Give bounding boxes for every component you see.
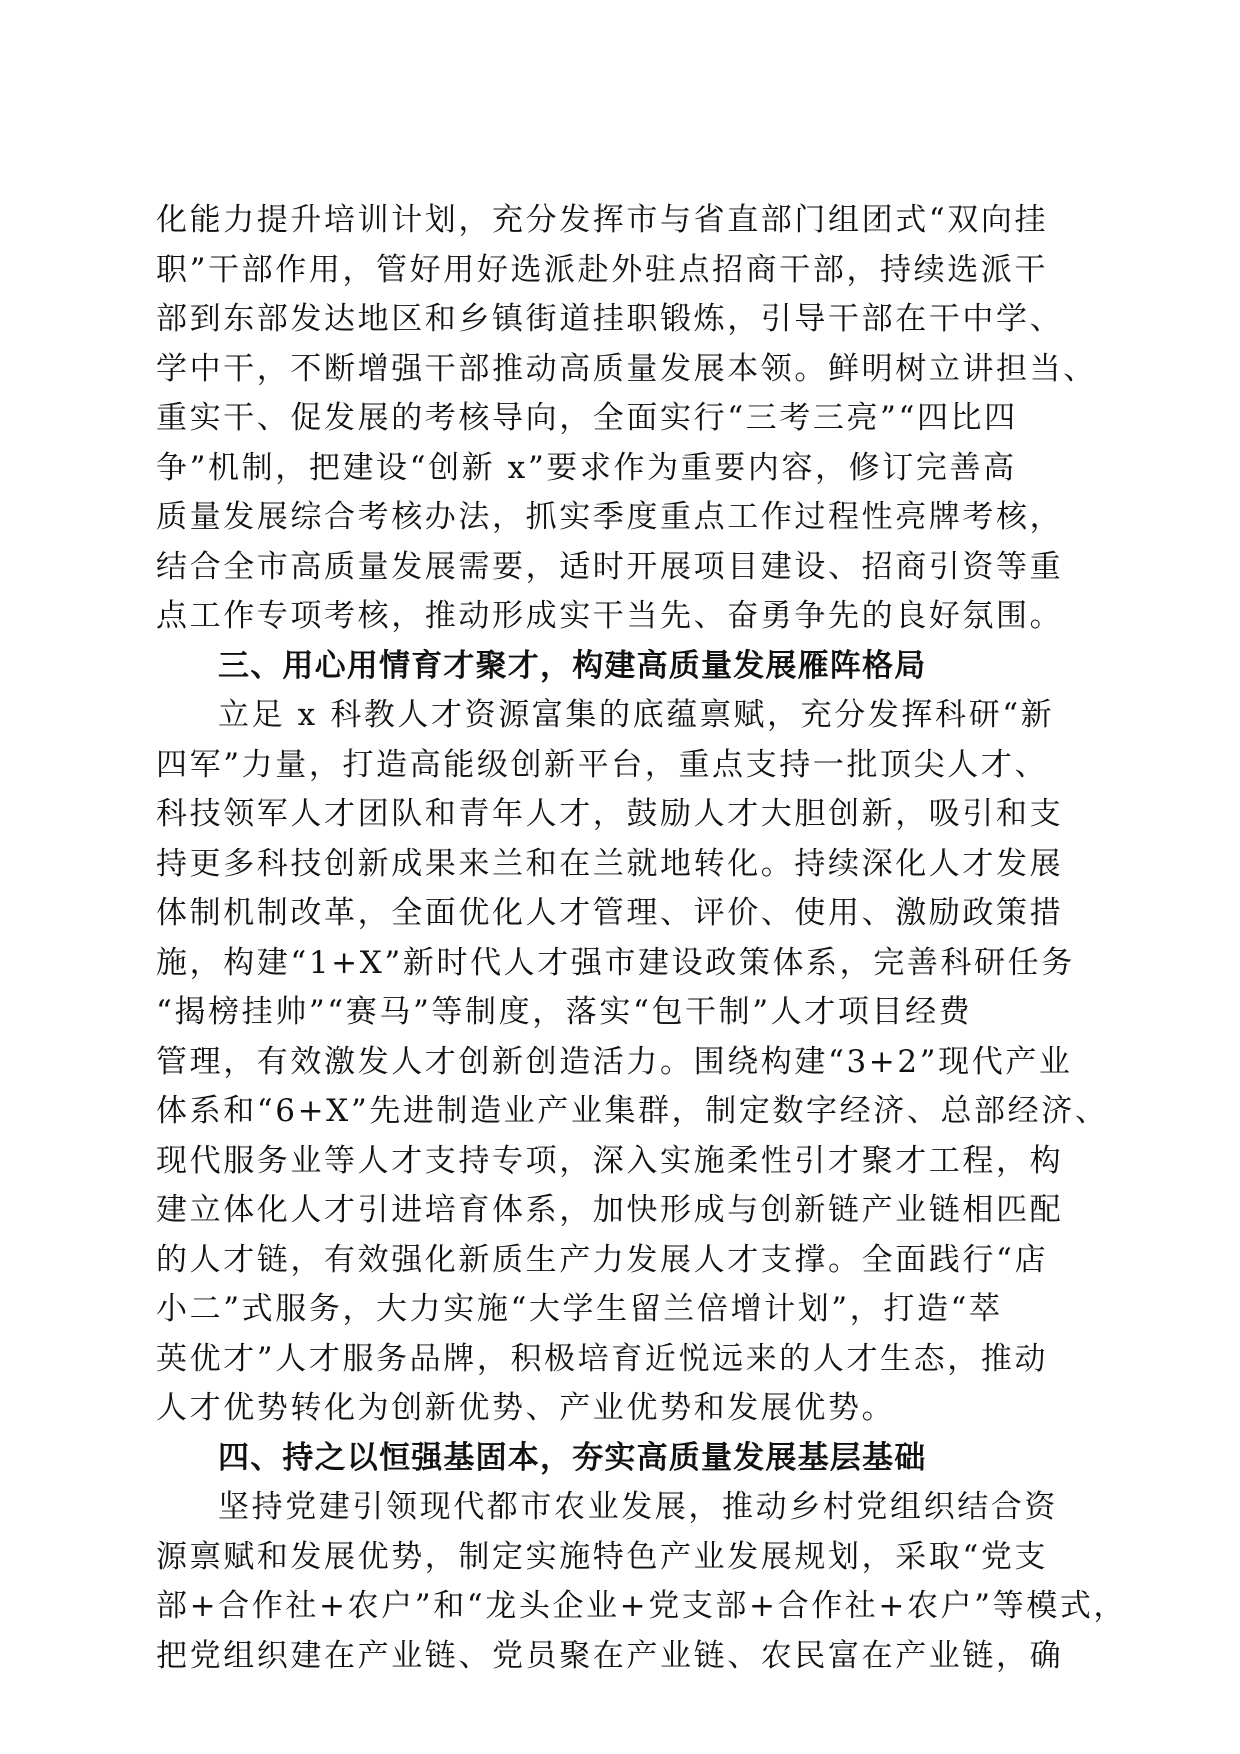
paragraph-line: 质量发展综合考核办法，抓实季度重点工作过程性亮牌考核， — [156, 499, 1064, 535]
paragraph-line: 部+合作社+农户”和“龙头企业+党支部+合作社+农户”等模式， — [156, 1588, 1128, 1624]
paragraph-line: 职”干部作用，管好用好选派赴外驻点招商干部，持续选派干 — [156, 251, 1049, 288]
document-body — [156, 196, 1128, 1681]
paragraph-line: 立足 x 科教人才资源富集的底蕴禀赋，充分发挥科研“新 — [218, 697, 1055, 733]
paragraph-line: 四军”力量，打造高能级创新平台，重点支持一批顶尖人才、 — [156, 746, 1049, 783]
paragraph-line: 体系和“6+X”先进制造业产业集群，制定数字经济、总部经济、 — [156, 1093, 1109, 1129]
paragraph-line: 点工作专项考核，推动形成实干当先、奋勇争先的良好氛围。 — [156, 598, 1064, 634]
paragraph-line: 坚持党建引领现代都市农业发展，推动乡村党组织结合资 — [218, 1489, 1058, 1525]
paragraph-line: 人才优势转化为创新优势、产业优势和发展优势。 — [156, 1390, 896, 1426]
paragraph-line: 结合全市高质量发展需要，适时开展项目建设、招商引资等重 — [156, 548, 1064, 585]
paragraph-line: 施，构建“1+X”新时代人才强市建设政策体系，完善科研任务 — [156, 944, 1075, 981]
paragraph-line: 化能力提升培训计划，充分发挥市与省直部门组团式“双向挂 — [156, 202, 1049, 238]
paragraph-line: 部到东部发达地区和乡镇街道挂职锻炼，引导干部在干中学、 — [156, 301, 1064, 337]
paragraph-line: 科技领军人才团队和青年人才，鼓励人才大胆创新，吸引和支 — [156, 796, 1064, 832]
paragraph-line: 英优才”人才服务品牌，积极培育近悦远来的人才生态，推动 — [156, 1340, 1049, 1377]
section-2-continuation — [156, 196, 1097, 642]
paragraph-line: 争”机制，把建设“创新 x”要求作为重要内容，修订完善高 — [156, 449, 1017, 486]
section-heading-3: 三、用心用情育才聚才，构建高质量发展雁阵格局 — [218, 647, 927, 684]
paragraph-line: 现代服务业等人才支持专项，深入实施柔性引才聚才工程，构 — [156, 1142, 1064, 1179]
section-heading-4: 四、持之以恒强基固本，夯实高质量发展基层基础 — [218, 1439, 927, 1476]
paragraph-line: “揭榜挂帅”“赛马”等制度，落实“包干制”人才项目经费 — [156, 994, 973, 1030]
paragraph-line: 重实干、促发展的考核导向，全面实行“三考三亮”“四比四 — [156, 400, 1018, 436]
paragraph-line: 把党组织建在产业链、党员聚在产业链、农民富在产业链，确 — [156, 1637, 1064, 1674]
paragraph-line: 体制机制改革，全面优化人才管理、评价、使用、激励政策措 — [156, 895, 1064, 931]
paragraph-line: 建立体化人才引进培育体系，加快形成与创新链产业链相匹配 — [156, 1192, 1064, 1228]
paragraph-line: 管理，有效激发人才创新创造活力。围绕构建“3+2”现代产业 — [156, 1043, 1073, 1080]
section-3-paragraph — [156, 691, 1109, 1434]
paragraph-line: 源禀赋和发展优势，制定实施特色产业发展规划，采取“党支 — [156, 1538, 1049, 1575]
section-4-paragraph — [156, 1483, 1128, 1681]
paragraph-line: 学中干，不断增强干部推动高质量发展本领。鲜明树立讲担当、 — [156, 350, 1097, 387]
paragraph-line: 小二”式服务，大力实施“大学生留兰倍增计划”，打造“萃 — [156, 1291, 1003, 1327]
paragraph-line: 的人才链，有效强化新质生产力发展人才支撑。全面践行“店 — [156, 1241, 1049, 1278]
paragraph-line: 持更多科技创新成果来兰和在兰就地转化。持续深化人才发展 — [156, 845, 1064, 882]
